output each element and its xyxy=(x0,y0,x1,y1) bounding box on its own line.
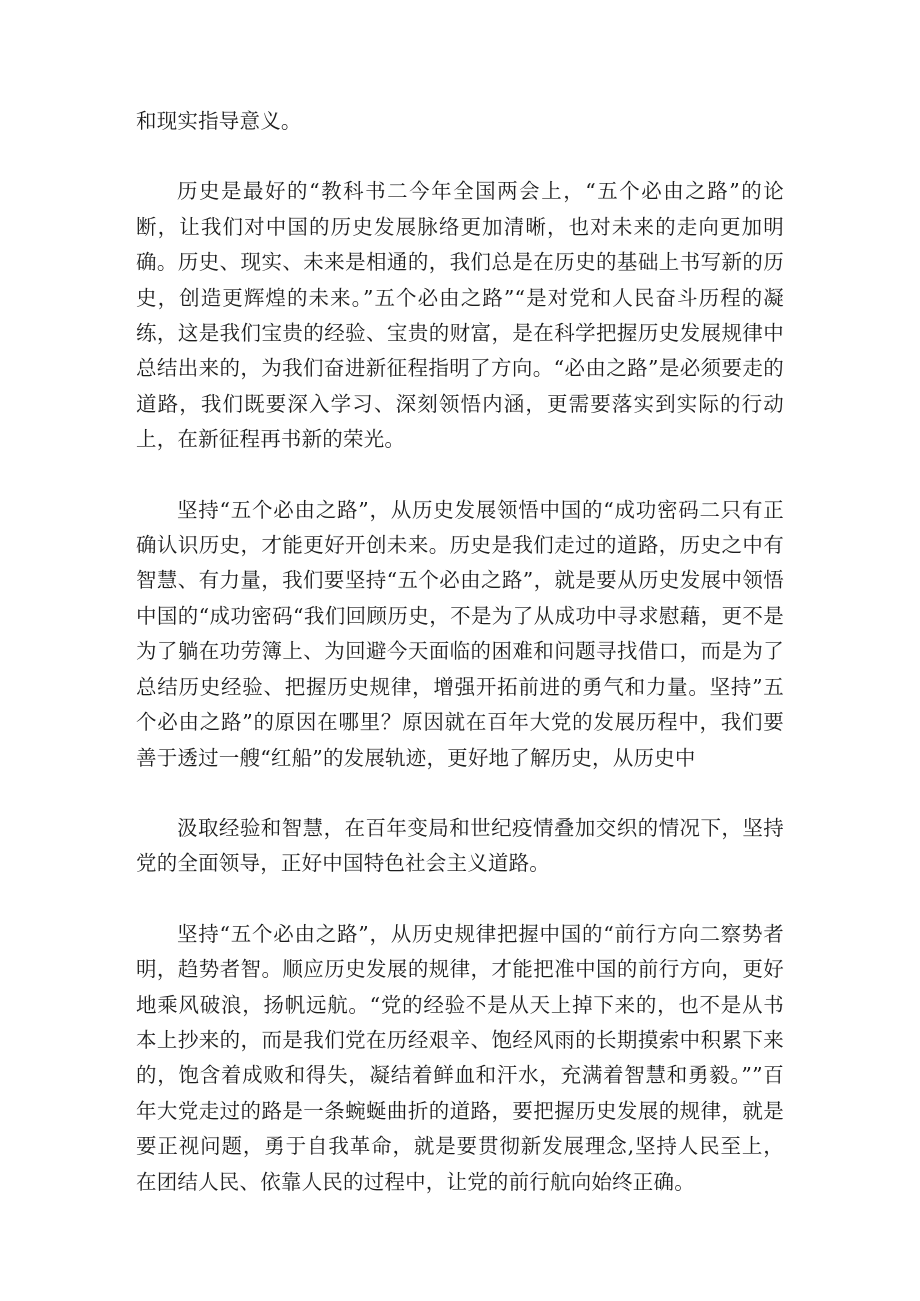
paragraph-experience-wisdom: 汲取经验和智慧，在百年变局和世纪疫情叠加交织的情况下，坚持党的全面领导，正好中国特色社会主义道路。 xyxy=(136,815,784,876)
paragraph-success-code: 坚持“五个必由之路”，从历史发展领悟中国的“成功密码二只有正确认识历史，才能更好开创未来。历史是我们走过的道路，历史之中有智慧、有力量，我们要坚持“五个必由之路”，就是要从历史发展中领悟中国的“成功密码“我们回顾历史，不是为了从成功中寻求慰藉，更不是为了躺在功劳簿上、为回避今天面临的困难和问题寻找借口，而是为了总结历史经验、把握历史规律，增强开拓前进的勇气和力量。坚持”五个必由之路”的原因在哪里？原因就在百年大党的发展历程中，我们要善于透过一艘“红船”的发展轨迹，更好地了解历史，从历史中 xyxy=(136,497,784,770)
paragraph-gap xyxy=(136,139,784,174)
paragraph-forward-direction: 坚持“五个必由之路”，从历史规律把握中国的“前行方向二察势者明，趋势者智。顺应历史发展的规律，才能把准中国的前行方向，更好地乘风破浪，扬帆远航。“党的经验不是从天上掉下来的，也不是从书本上抄来的，而是我们党在历经艰辛、饱经风雨的长期摸索中积累下来的，饱含着成败和得失，凝结着鲜血和汗水，充满着智慧和勇毅。””百年大党走过的路是一条蜿蜒曲折的道路，要把握历史发展的规律，就是要正视问题，勇于自我革命，就是要贯彻新发展理念,坚持人民至上，在团结人民、依靠人民的过程中，让党的前行航向始终正确。 xyxy=(136,921,784,1194)
paragraph-history-textbook: 历史是最好的“教科书二今年全国两会上，“五个必由之路”的论断，让我们对中国的历史发展脉络更加清晰，也对未来的走向更加明确。历史、现实、未来是相通的，我们总是在历史的基础上书写新的历史，创造更辉煌的未来。”五个必由之路”“是对党和人民奋斗历程的凝练，这是我们宝贵的经验、宝贵的财富，是在科学把握历史发展规律中总结出来的，为我们奋进新征程指明了方向。“必由之路”是必须要走的道路，我们既要深入学习、深刻领悟内涵，更需要落实到实际的行动上，在新征程再书新的荣光。 xyxy=(136,179,784,452)
document-body xyxy=(136,104,784,1200)
paragraph-continuation: 和现实指导意义。 xyxy=(136,109,302,133)
paragraph-gap xyxy=(136,882,784,917)
paragraph-gap xyxy=(136,458,784,493)
paragraph-gap xyxy=(136,776,784,811)
